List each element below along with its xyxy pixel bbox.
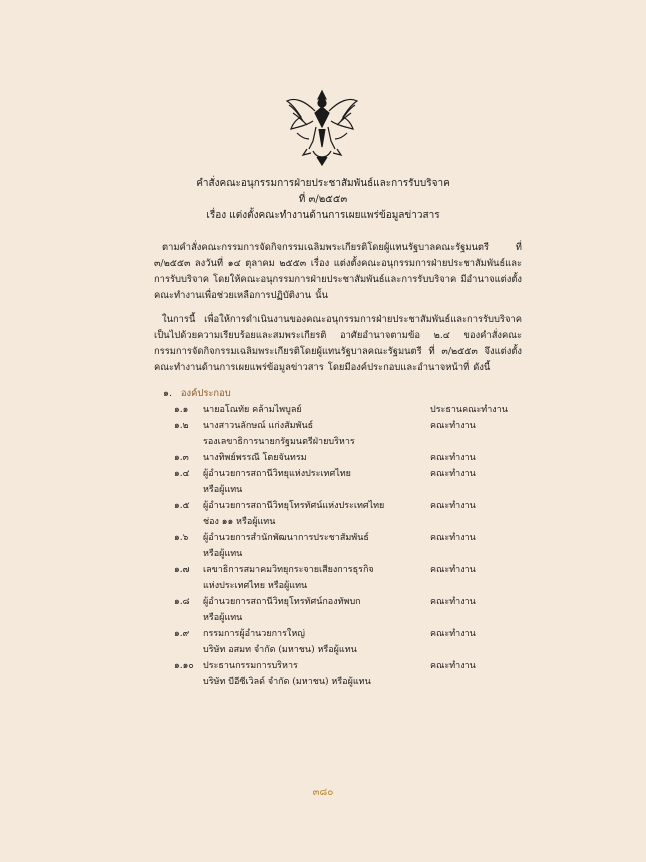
- member-number: ๑.๑๐: [174, 661, 194, 671]
- member-name: นางสาวนลักษณ์ แก่งสัมพันธ์: [203, 421, 314, 431]
- page-number: ๓๘๐: [312, 787, 334, 798]
- member-role: คณะทำงาน: [430, 469, 476, 479]
- member-name: กรรมการผู้อำนวยการใหญ่: [203, 629, 305, 639]
- paragraph-2: ในการนี้ เพื่อให้การดำเนินงานของคณะอนุกรรมการฝ่ายประชาสัมพันธ์และการรับบริจาค เป็นไปด้วยความเรียบร้อยและสมพระเกียรติ อาศัยอำนาจตามข้อ ๒.๔ ของคำสั่งคณะกรรมการจัดกิจกรรมเฉลิมพระเกียรติโดยผู้แทนรัฐบาลคณะรัฐมนตรี ที่ ๓/๒๕๕๓ จึงแต่งตั้งคณะทำงานด้านการเผยแพร่ข้อมูลข่าวสาร โดยมีองค์ประกอบและอำนาจหน้าที่ ดังนี้: [154, 314, 522, 373]
- member-role: คณะทำงาน: [430, 661, 476, 671]
- member-number: ๑.๖: [174, 533, 189, 543]
- member-number: ๑.๓: [174, 453, 189, 463]
- member-role: คณะทำงาน: [430, 421, 476, 431]
- member-number: ๑.๔: [174, 469, 190, 479]
- member-name-line2: รองเลขาธิการนายกรัฐมนตรีฝ่ายบริหาร: [203, 437, 355, 447]
- member-number: ๑.๗: [174, 565, 190, 575]
- member-name: ผู้อำนวยการสถานีวิทยุแห่งประเทศไทย: [203, 469, 351, 479]
- member-name-line2: หรือผู้แทน: [203, 485, 243, 495]
- section-number: ๑.: [163, 388, 172, 399]
- section-heading: [163, 386, 231, 402]
- member-role: คณะทำงาน: [430, 597, 476, 607]
- member-name-line2: หรือผู้แทน: [203, 613, 243, 623]
- member-name: ผู้อำนวยการสถานีวิทยุโทรทัศน์กองทัพบก: [203, 597, 361, 607]
- member-name: ประธานกรรมการบริหาร: [203, 661, 298, 671]
- member-name-line2: บริษัท บีอีซีเวิลด์ จำกัด (มหาชน) หรือผู้แทน: [203, 677, 371, 687]
- member-role: ประธานคณะทำงาน: [430, 405, 508, 415]
- paragraph-1: ตามคำสั่งคณะกรรมการจัดกิจกรรมเฉลิมพระเกียรติโดยผู้แทนรัฐบาลคณะรัฐมนตรี ที่ ๓/๒๕๕๓ ลงวันที่ ๑๔ ตุลาคม ๒๕๕๓ เรื่อง แต่งตั้งคณะอนุกรรมการฝ่ายประชาสัมพันธ์และการรับบริจาค โดยให้คณะอนุกรรมการฝ่ายประชาสัมพันธ์และการรับบริจาค มีอำนาจแต่งตั้งคณะทำงานเพื่อช่วยเหลือการปฏิบัติงาน นั้น: [154, 242, 522, 301]
- member-number: ๑.๘: [174, 597, 190, 607]
- order-number: ที่ ๓/๒๕๕๓: [298, 194, 348, 205]
- member-name: ผู้อำนวยการสถานีวิทยุโทรทัศน์แห่งประเทศไทย: [203, 501, 385, 511]
- order-title: คำสั่งคณะอนุกรรมการฝ่ายประชาสัมพันธ์และการรับบริจาค: [196, 178, 450, 189]
- garuda-emblem-icon: [283, 87, 361, 167]
- member-name: เลขาธิการสมาคมวิทยุกระจายเสียงการธุรกิจ: [203, 565, 374, 575]
- member-number: ๑.๑: [174, 405, 189, 415]
- member-name: นายอโณทัย คล้ามไพบูลย์: [203, 405, 302, 415]
- member-name: นางทิพย์พรรณี โตยจันทรม: [203, 453, 307, 463]
- member-number: ๑.๕: [174, 501, 190, 511]
- member-number: ๑.๙: [174, 629, 190, 639]
- member-name-line2: แห่งประเทศไทย หรือผู้แทน: [203, 581, 308, 591]
- order-subject: เรื่อง แต่งตั้งคณะทำงานด้านการเผยแพร่ข้อมูลข่าวสาร: [206, 210, 440, 221]
- member-name-line2: ช่อง ๑๑ หรือผู้แทน: [203, 517, 276, 527]
- member-role: คณะทำงาน: [430, 565, 476, 575]
- member-role: คณะทำงาน: [430, 453, 476, 463]
- member-name-line2: หรือผู้แทน: [203, 549, 243, 559]
- member-name-line2: บริษัท อสมท จำกัด (มหาชน) หรือผู้แทน: [203, 645, 357, 655]
- member-name: ผู้อำนวยการสำนักพัฒนาการประชาสัมพันธ์: [203, 533, 369, 543]
- member-role: คณะทำงาน: [430, 629, 476, 639]
- member-role: คณะทำงาน: [430, 533, 476, 543]
- section-title: องค์ประกอบ: [180, 388, 231, 399]
- member-number: ๑.๒: [174, 421, 189, 431]
- member-role: คณะทำงาน: [430, 501, 476, 511]
